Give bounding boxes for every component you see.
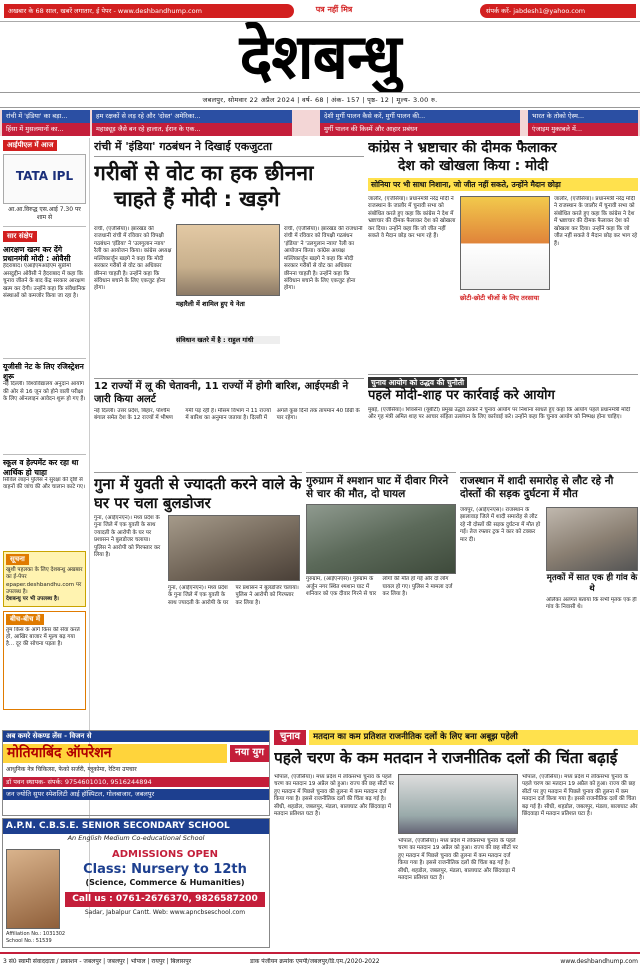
eci-body: मुंबई, (एजेंसियां)। शिवसेना (यूबीटी) प्रमुख उद्धव ठाकरे ने चुनाव आयोग पर निशाना साधते हुए कहा कि आयोग पहले प्रधानमंत्री मोदी और गृह मंत्री अमित शाह पर आचार संहिता उल्लंघन के लिए कार्रवाई करे। उन्होंने कहा कि चुनाव आयोग को निष्पक्ष होना चाहिए।	[368, 406, 631, 421]
modi-photo	[460, 196, 550, 290]
election-story	[274, 730, 638, 948]
guna-body-2: गुना, (आईएनएन)। मध्य प्रदेश के गुना जिले में एक युवती के साथ ज्यादती के आरोपी के घर पर प्रशासन ने बुलडोजर चलाया। पुलिस ने आरोपी को गिरफ्तार कर लिया है।	[168, 585, 299, 606]
eye-ad-desc: आधुनिक नेत्र चिकित्सा, फेको सर्जरी, ग्लूकोमा, रेटिना उपचार	[6, 766, 137, 774]
student-photo	[6, 849, 60, 929]
school-name: A.P.N. C.B.S.E. SENIOR SECONDARY SCHOOL	[3, 819, 269, 834]
masthead	[0, 22, 640, 92]
notice-more: देशबन्धु पर भी उपलब्ध है।	[6, 596, 60, 603]
ranchi-subhead-2: संविधान खतरे में है : राहुल गांधी	[176, 336, 280, 344]
modi-strap: सोनिया पर भी साधा निशाना, जो जीत नहीं सकते, उन्होंने मैदान छोड़ा	[368, 178, 638, 191]
top-tagline: पत्र नहीं मित्र	[315, 5, 353, 14]
accident-photo	[546, 507, 638, 571]
modi-headline-2[interactable]: देश को खोखला किया : मोदी	[398, 157, 549, 174]
modi-body: जालौर, (एजेंसियां)। प्रधानमंत्री नरेंद्र मोदी ने राजस्थान के जालौर में चुनावी सभा को संबोधित करते हुए कहा कि कांग्रेस ने देश में भ्रष्टाचार की दीमक फैलाकर देश को खोखला कर दिया। उन्होंने कहा कि जो जीत नहीं सकते वे मैदान छोड़ कर भाग रहे हैं।	[368, 196, 456, 240]
eci-kicker: चुनाव आयोग को उद्धव की चुनौती	[368, 377, 467, 388]
school-address: Sadar, Jabalpur Cantt. Web: www.apncbseschool.com	[84, 909, 246, 916]
rajasthan-caption: मृतकों में सात एक ही गांव के थे	[546, 573, 638, 594]
eci-headline[interactable]: पहले मोदी-शाह पर कार्रवाई करे आयोग	[368, 388, 555, 404]
rajasthan-caption-body: अलिका अलगत बताया कि सभी मृतक एक ही गांव के निवासी थे।	[546, 597, 637, 611]
notice-body: खुशी पहलका के लिए देशबन्धु अखबार का ई-पेपर epaper.deshbandhu.com पर उपलब्ध है।	[6, 566, 83, 595]
gurugram-headline[interactable]: गुरुग्राम में श्मशान घाट में दीवार गिरने से चार की मौत, दो घायल	[306, 475, 449, 501]
top-bar	[0, 0, 640, 22]
gurugram-story	[306, 472, 456, 640]
election-headline[interactable]: पहले चरण के कम मतदान ने राजनीतिक दलों की चिंता बढ़ाई	[274, 748, 618, 767]
election-body-2: भोपाल, (एजेंसियां)। मध्य प्रदेश में लोकसभा चुनाव के पहले चरण का मतदान 19 अप्रैल को हुआ। राज्य की छह सीटों पर हुए मतदान में पिछले चुनाव की तुलना में कम मतदान दर्ज किया गया है। इससे राजनीतिक दलों की चिंता बढ़ गई है। सीधी, शहडोल, जबलपुर, मंडला, बालाघाट और छिंदवाड़ा में मतदान प्रतिशत घटा है।	[398, 838, 518, 882]
notice-box	[3, 551, 86, 607]
eye-ad-contact: डॉ पवन स्थापक- संपर्क: 9754601010, 9516244894	[3, 777, 269, 787]
ticker-item[interactable]: एंजाइम मुकाबले में...	[528, 123, 638, 136]
brief-body: नई दिल्ली। विश्वविद्यालय अनुदान आयोग की ओर से 16 जून को होने वाली परीक्षा के लिए ऑनलाइन आवेदन शुरू हो गए हैं।	[3, 381, 86, 403]
brief-headline[interactable]: स्कूल व हेल्पमेंट कर रहा था आर्थिक हो चाहा	[3, 458, 79, 477]
notice-tag: सूचना	[6, 554, 29, 565]
rajasthan-body: जयपुर, (आईएनएस)। राजस्थान के झालावाड़ जिले में शादी समारोह से लौट रहे नौ दोस्तों की सड़क दुर्घटना में मौत हो गई। तेज रफ्तार ट्रक ने कार को टक्कर मार दी।	[460, 507, 541, 543]
gurugram-wall-photo	[306, 504, 456, 574]
ticker-item[interactable]: महाड्यूड़ जैसे बन रहे हालात, ईरान के एक...	[92, 123, 292, 136]
ranchi-headline-2[interactable]: चाहते हैं मोदी : खड़गे	[114, 187, 280, 211]
top-left-strip: अखबार के 68 साल, खबरें लगातार, ई पेपर - www.deshbandhump.com	[4, 4, 294, 18]
footer-left: 3 सं0 स्वामी संवाददाता / प्रकाशन - जबलपुर | जबलपुर | भोपाल | रायपुर | बिलासपुर	[3, 958, 192, 965]
brief-headline[interactable]: आरक्षण खत्म कर देंगे प्रधानमंत्री मोदी : ओवैसी	[3, 244, 71, 264]
top-contact[interactable]: संपर्क करें- jabdesh1@yahoo.com	[480, 4, 636, 18]
rajasthan-story	[460, 472, 638, 640]
eye-ad-badge: नया युग	[230, 745, 269, 762]
dateline: जबलपुर, सोमवार 22 अप्रैल 2024 | वर्ष- 68 | अंक- 157 | पृष्ठ- 12 | मूल्य- 3.00 रु.	[0, 92, 640, 108]
bit-box	[3, 611, 86, 710]
ticker-item[interactable]: हिंसा में मुसलमानों का...	[2, 123, 90, 136]
heat-headline[interactable]: 12 राज्यों में लू की चेतावनी, 11 राज्यों में होगी बारिश, आईएमडी ने जारी किया अलर्ट	[94, 381, 349, 405]
modi-headline-1[interactable]: कांग्रेस ने भ्रष्टाचार की दीमक फैलाकर	[368, 140, 557, 156]
footer	[0, 952, 640, 969]
election-strip: मतदान का कम प्रतिशत राजनीतिक दलों के लिए बना अबूझ पहेली	[309, 730, 638, 745]
ticker-item[interactable]: मुर्गी पालन की किस्में और आहार प्रबंधन	[320, 123, 520, 136]
bit-body: तुम किस के आगे किस की सेवा करते हो, आखिर बाजार में मूल्य बढ़ गया है... दूर की सोचना पड़ता है।	[6, 626, 80, 648]
heat-story	[94, 378, 364, 470]
ranchi-story	[94, 140, 364, 376]
election-tag: चुनाव	[274, 730, 306, 745]
school-admission: ADMISSIONS OPEN	[112, 849, 218, 860]
school-affiliation: Affiliation No.: 1031302 School No.: 51539	[6, 931, 66, 944]
ranchi-subhead: महारैली में शामिल हुए ये नेता	[176, 300, 245, 308]
guna-headline[interactable]: गुना में युवती से ज्यादती करने वाले के घर पर चला बुलडोजर	[94, 475, 302, 512]
election-body: भोपाल, (एजेंसियां)। मध्य प्रदेश में लोकसभा चुनाव के पहले चरण का मतदान 19 अप्रैल को हुआ। राज्य की छह सीटों पर हुए मतदान में पिछले चुनाव की तुलना में कम मतदान दर्ज किया गया है। इससे राजनीतिक दलों की चिंता बढ़ गई है। सीधी, शहडोल, जबलपुर, मंडला, बालाघाट और छिंदवाड़ा में मतदान प्रतिशत घटा है।	[274, 774, 394, 818]
ipl-logo: TATA IPL	[3, 154, 86, 204]
ticker-item[interactable]: हम रक्षकों से लड़ रहे और 'दोस्त' अमेरिका...	[92, 110, 292, 123]
modi-story	[368, 140, 638, 372]
school-phone: Call us : 0761-2676370, 9826587200	[65, 892, 265, 907]
footer-mid: डाक पंजीयन क्रमांक एमपी/जबलपुर/डि.एम./2020-2022	[250, 958, 380, 965]
ranchi-body-2: रांची, (एजेंसियां)। झारखंड की राजधानी रांची में रविवार को विपक्षी गठबंधन 'इंडिया' ने 'उलगुलान न्याय' रैली का आयोजन किया। कांग्रेस अध्यक्ष मल्लिकार्जुन खड़गे ने कहा कि मोदी सरकार गरीबों से वोट का अधिकार छीनना चाहती है। उन्होंने कहा कि संविधान बचाने के लिए एकजुट होना होगा।	[284, 226, 363, 292]
ticker-item[interactable]: देशी मुर्गी पालन कैसे करें, मुर्गी पालन की...	[320, 110, 520, 123]
brief-body: सिविल लाइन पुलिस ने सुरक्षा की दृष्टि से वाहनों की जांच की और चालान काटे गए।	[3, 476, 86, 491]
ranchi-rally-photo	[176, 224, 280, 296]
gurugram-body: गुरुग्राम, (आईएनएस)। गुरुग्राम के अर्जुन नगर स्थित श्मशान घाट में शनिवार को एक दीवार गिरने से चार लोगों की मौत हो गई और दो लोग घायल हो गए। पुलिस ने मामला दर्ज कर लिया है।	[306, 576, 453, 598]
ranchi-headline-1[interactable]: गरीबों से वोट का हक छीनना	[94, 160, 314, 185]
newspaper-logo: देशबन्धु	[239, 22, 401, 92]
school-class: Class: Nursery to 12th	[83, 861, 247, 877]
modi-body-2: जालौर, (एजेंसियां)। प्रधानमंत्री नरेंद्र मोदी ने राजस्थान के जालौर में चुनावी सभा को संबोधित करते हुए कहा कि कांग्रेस ने देश में भ्रष्टाचार की दीमक फैलाकर देश को खोखला कर दिया। उन्होंने कहा कि जो जीत नहीं सकते वे मैदान छोड़ कर भाग रहे हैं।	[554, 196, 638, 247]
school-ad[interactable]	[2, 818, 270, 948]
rajasthan-headline[interactable]: राजस्थान में शादी समारोह से लौट रहे नौ दोस्तों की सड़क दुर्घटना में मौत	[460, 475, 614, 501]
guna-story	[94, 472, 302, 640]
eye-hospital-ad[interactable]	[2, 730, 270, 816]
modi-subhead: छोटी-छोटी चीजों के लिए तरसाया	[460, 294, 540, 302]
brief-section-tag: सार संक्षेप	[3, 231, 37, 242]
ranchi-kicker[interactable]: रांची में 'इंडिया' गठबंधन ने दिखाई एकजुटता	[94, 140, 364, 157]
brief-body: हैदराबाद। एआईएमआईएम सुप्रीमो असदुद्दीन ओवैसी ने हैदराबाद में कहा कि चुनाव जीतने के बाद केंद्र सरकार आरक्षण खत्म कर देगी। उन्होंने कहा कि संवैधानिक संस्थाओं को कमजोर किया जा रहा है।	[3, 263, 86, 300]
eye-ad-address: जन ज्योति सुपर स्पेशलिटी आई हॉस्पिटल, गोलबाजार, जबलपुर	[3, 789, 269, 799]
bit-tag: बीच-बीच में	[6, 614, 44, 625]
school-subtitle: An English Medium Co-educational School	[67, 834, 205, 843]
election-body-3: भोपाल, (एजेंसियां)। मध्य प्रदेश में लोकसभा चुनाव के पहले चरण का मतदान 19 अप्रैल को हुआ। राज्य की छह सीटों पर हुए मतदान में पिछले चुनाव की तुलना में कम मतदान दर्ज किया गया है। इससे राजनीतिक दलों की चिंता बढ़ गई है। सीधी, शहडोल, जबलपुर, मंडला, बालाघाट और छिंदवाड़ा में मतदान प्रतिशत घटा है।	[522, 774, 638, 818]
guna-demolition-photo	[168, 515, 300, 581]
eye-ad-title: मोतियाबिंद ऑपरेशन	[3, 744, 227, 764]
ipl-tag: आईपीएल में आज	[3, 140, 57, 151]
eye-ad-tag: अब कमरे सेकण्ड लेंस - विजन से	[3, 731, 269, 742]
brief-headline[interactable]: यूजीसी नेट के लिए रजिस्ट्रेशन शुरू	[3, 362, 84, 381]
footer-website[interactable]: www.deshbandhump.com	[560, 958, 638, 965]
heat-body: नई दिल्ली। उत्तर प्रदेश, बिहार, पश्चिम बंगाल समेत देश के 12 राज्यों में भीषण गर्मी पड़ रही है। मौसम विभाग ने 11 राज्यों में बारिश का अनुमान जताया है। दिल्ली में अगले कुछ दिनों तक तापमान 40 डिग्री के पार रहेगा।	[94, 408, 360, 422]
index-ticker	[0, 110, 640, 136]
ticker-item[interactable]: भारत के तोको ऐस्म...	[528, 110, 638, 123]
ticker-item[interactable]: रांची में 'इंडिया' का बड़ा...	[2, 110, 90, 123]
eci-story	[368, 374, 638, 470]
guna-body: गुना, (आईएनएन)। मध्य प्रदेश के गुना जिले में एक युवती के साथ ज्यादती के आरोपी के घर पर प्रशासन ने बुलडोजर चलाया। पुलिस ने आरोपी को गिरफ्तार कर लिया है।	[94, 515, 161, 559]
ranchi-body: रांची, (एजेंसियां)। झारखंड की राजधानी रांची में रविवार को विपक्षी गठबंधन 'इंडिया' ने 'उलगुलान न्याय' रैली का आयोजन किया। कांग्रेस अध्यक्ष मल्लिकार्जुन खड़गे ने कहा कि मोदी सरकार गरीबों से वोट का अधिकार छीनना चाहती है। उन्होंने कहा कि संविधान बचाने के लिए एकजुट होना होगा।	[94, 226, 172, 292]
evm-photo	[398, 774, 518, 834]
school-stream: (Science, Commerce & Humanities)	[85, 877, 245, 887]
ipl-match: आ.आ.विरुद्ध एस.आई 7.30 पर शाम से	[8, 205, 81, 221]
